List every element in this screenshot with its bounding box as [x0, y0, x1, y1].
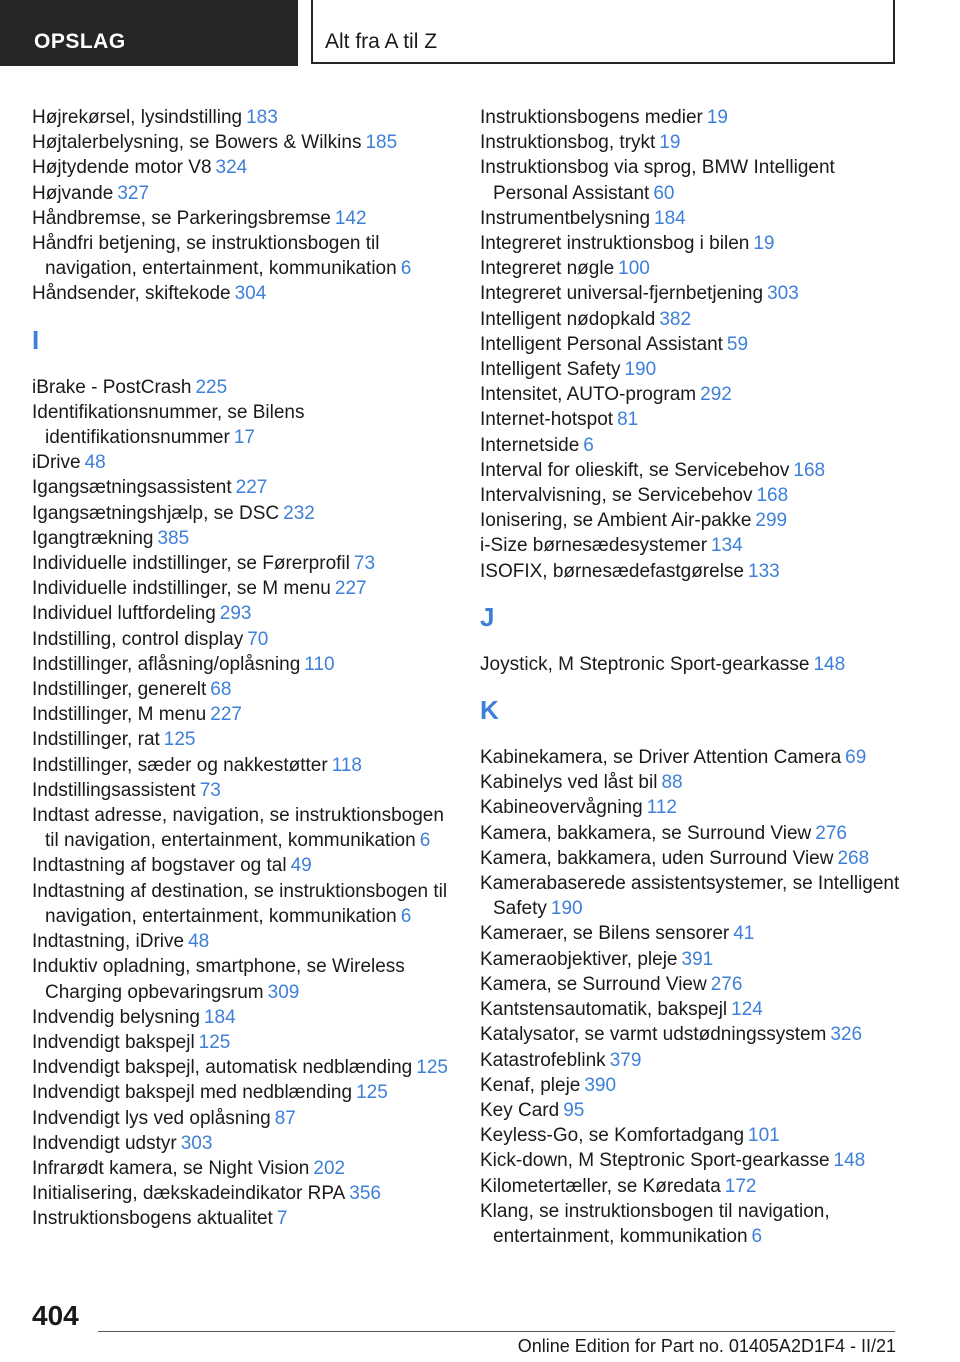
index-page-link[interactable]: 391 [681, 948, 714, 970]
index-entry-term: Igangsætningshjælp, se DSC [32, 502, 280, 524]
index-entry [480, 382, 905, 407]
index-entry [480, 745, 905, 770]
index-entry-term: Kabinelys ved låst bil [480, 772, 658, 794]
index-entry [32, 1030, 457, 1055]
index-entry [480, 795, 905, 820]
index-entry-term: Katastrofeblink [480, 1049, 606, 1071]
index-entry-term: Indvendig belysning [32, 1006, 200, 1028]
index-entry [32, 1181, 457, 1206]
index-entry [32, 475, 457, 500]
index-entry [480, 972, 905, 997]
index-page-link[interactable]: 6 [751, 1225, 763, 1247]
index-entry [480, 483, 905, 508]
index-entry [32, 1206, 457, 1231]
index-entry [480, 458, 905, 483]
index-page-link[interactable]: 19 [706, 107, 728, 128]
index-entry [480, 821, 905, 846]
index-page-link[interactable]: 95 [563, 1099, 585, 1121]
section-title: Alt fra A til Z [325, 30, 438, 53]
index-entry [32, 652, 457, 677]
index-entry-term: Indstillinger, rat [32, 729, 160, 751]
index-entry-term: Intervalvisning, se Servicebehov [480, 485, 753, 507]
index-page-link[interactable]: 19 [753, 233, 775, 255]
index-entry [480, 1174, 905, 1199]
index-page-link[interactable]: 142 [334, 207, 367, 229]
index-page-link[interactable]: 124 [731, 999, 763, 1021]
index-page-link[interactable]: 172 [724, 1175, 757, 1197]
index-entry [32, 105, 457, 130]
index-page-link[interactable]: 382 [659, 308, 692, 330]
index-entry-term: Kameraer, se Bilens sensorer [480, 923, 730, 945]
index-entry-term: Indtastning af bogstaver og tal [32, 855, 287, 877]
index-entry [32, 206, 457, 231]
index-entry-term: i-Size børnesædesystemer [480, 535, 708, 557]
index-entry [480, 332, 905, 357]
index-entry [32, 601, 457, 626]
index-page-link[interactable]: 110 [304, 653, 335, 675]
index-entry [480, 155, 905, 205]
index-entry-term: Indstillinger, sæder og nakkestøtter [32, 754, 328, 776]
index-entry-term: Key Card [480, 1099, 560, 1121]
index-entry [480, 433, 905, 458]
index-entry [32, 1106, 457, 1131]
index-entry-term: Intelligent nødopkald [480, 308, 656, 330]
index-page-link[interactable]: 379 [609, 1049, 642, 1071]
index-entry-term: Ionisering, se Ambient Air-pakke [480, 510, 752, 532]
index-entry-term: Indvendigt bakspejl [32, 1031, 195, 1053]
index-entry [32, 803, 457, 853]
index-page-link[interactable]: 6 [583, 434, 594, 456]
index-page-link[interactable]: 69 [845, 747, 867, 769]
index-page-link[interactable]: 190 [550, 898, 583, 920]
index-page-link[interactable]: 88 [661, 772, 683, 794]
index-page-link[interactable]: 184 [654, 207, 686, 229]
index-page-link[interactable]: 232 [283, 502, 315, 524]
index-entry-term: Instruktionsbogens aktualitet [32, 1208, 273, 1230]
index-page-link[interactable]: 87 [274, 1107, 296, 1129]
index-entry [480, 281, 905, 306]
index-page-link[interactable]: 125 [416, 1057, 448, 1079]
index-entry [32, 551, 457, 576]
index-entry-term: Højtydende motor V8 [32, 157, 212, 179]
index-entry-term: Kamera, bakkamera, uden Surround View [480, 847, 834, 869]
index-entry-term: iBrake - PostCrash [32, 376, 192, 398]
index-entry [32, 778, 457, 803]
index-entry-term: Indstilling, control display [32, 628, 244, 650]
index-entry [480, 871, 905, 921]
index-page-link[interactable]: 356 [349, 1183, 381, 1205]
section-title-box [311, 0, 895, 64]
index-letter-heading: I [32, 324, 40, 355]
index-entry [480, 1148, 905, 1173]
index-entry-term: Instruktionsbog via sprog, BMW Intelligent Personal Assistant [480, 157, 835, 204]
section-tab-label: OPSLAG [34, 30, 126, 53]
index-entry-term: Igangtrækning [32, 527, 154, 549]
index-entry-term: Indvendigt bakspejl, automatisk nedblænding [32, 1057, 413, 1079]
index-entry-term: Interval for olieskift, se Servicebehov [480, 459, 790, 481]
index-page-link[interactable]: 309 [267, 981, 300, 1003]
index-entry-term: Intelligent Safety [480, 359, 621, 381]
index-entry [480, 997, 905, 1022]
index-page-link[interactable]: 148 [813, 653, 846, 675]
index-entry-term: Kick-down, M Steptronic Sport-gearkasse [480, 1150, 830, 1172]
index-entry [32, 501, 457, 526]
index-entry [480, 1123, 905, 1148]
index-entry-term: Keyless-Go, se Komfortadgang [480, 1125, 745, 1147]
index-page-link[interactable]: 183 [246, 107, 278, 128]
index-page-link[interactable]: 227 [210, 704, 242, 726]
index-page-link[interactable]: 190 [624, 359, 657, 381]
index-entry-term: Kamerabaserede assistentsystemer, se Intelligent Safety [480, 873, 900, 920]
index-entry [480, 256, 905, 281]
index-page-link[interactable]: 49 [290, 855, 312, 877]
index-entry [32, 181, 457, 206]
index-entry-term: ISOFIX, børnesædefastgørelse [480, 560, 744, 582]
index-page-link[interactable]: 41 [733, 923, 755, 945]
index-page-link[interactable]: 125 [356, 1082, 388, 1104]
index-entry-term: Integreret universal-fjernbetjening [480, 283, 764, 305]
index-page-link[interactable]: 168 [793, 459, 826, 481]
index-entry [32, 526, 457, 551]
index-entry-term: Individuelle indstillinger, se Førerprofil [32, 553, 350, 575]
index-entry-term: Kabineovervågning [480, 797, 643, 819]
index-entry [32, 702, 457, 727]
index-page-link[interactable]: 17 [233, 427, 255, 449]
index-page-link[interactable]: 60 [653, 182, 675, 204]
index-entry [480, 1048, 905, 1073]
index-page-link[interactable]: 118 [331, 754, 362, 776]
index-page-link[interactable]: 292 [700, 384, 732, 406]
index-entry-term: Indtastning, iDrive [32, 931, 185, 953]
index-entry-term: Instrumentbelysning [480, 207, 651, 229]
index-entry [32, 155, 457, 180]
index-entry [32, 1005, 457, 1030]
edition-footer: Online Edition for Part no. 01405A2D1F4 - II/21 [517, 1336, 896, 1356]
index-page-link[interactable]: 303 [767, 283, 799, 305]
index-entry-term: Klang, se instruktionsbogen til navigation, entertainment, kommunikation [480, 1200, 830, 1247]
index-page-link[interactable]: 73 [199, 779, 221, 801]
index-entry-term: Håndsender, skiftekode [32, 283, 231, 305]
index-entry [32, 450, 457, 475]
index-entry [32, 753, 457, 778]
index-entry-term: Intelligent Personal Assistant [480, 333, 723, 355]
index-entry [480, 231, 905, 256]
index-entry-term: Kantstensautomatik, bakspejl [480, 999, 728, 1021]
index-page-link[interactable]: 48 [188, 931, 210, 953]
index-page-link[interactable]: 227 [235, 477, 268, 499]
index-page-link[interactable]: 48 [84, 452, 106, 474]
index-entry-term: Katalysator, se varmt udstødningssystem [480, 1024, 827, 1046]
index-page-link[interactable]: 73 [353, 553, 376, 575]
index-entry [480, 407, 905, 432]
page-number: 404 [32, 1300, 79, 1331]
index-page-link[interactable]: 125 [163, 729, 196, 751]
index-page-link[interactable]: 112 [646, 797, 677, 819]
index-entry [480, 559, 905, 584]
index-entry [480, 533, 905, 558]
index-entry [32, 929, 457, 954]
index-letter-heading: K [480, 695, 499, 726]
index-page-link[interactable]: 7 [276, 1208, 288, 1230]
index-entry [32, 1156, 457, 1181]
index-entry-term: Instruktionsbogens medier [480, 107, 703, 128]
index-page-link[interactable]: 19 [659, 132, 681, 154]
index-page-link[interactable]: 81 [617, 409, 639, 431]
index-entry [480, 307, 905, 332]
index-entry-term: Håndfri betjening, se instruktionsbogen til navigation, entertainment, kommunikation [32, 233, 397, 280]
index-page-link[interactable]: 276 [710, 973, 743, 995]
index-entry [32, 677, 457, 702]
index-entry [32, 879, 457, 929]
index-entry [480, 1098, 905, 1123]
index-page-link[interactable]: 185 [365, 132, 398, 154]
index-entry [480, 1073, 905, 1098]
index-entry [480, 947, 905, 972]
index-entry [480, 1199, 905, 1249]
index-page-link[interactable]: 133 [748, 560, 780, 582]
index-entry-term: Indstillinger, generelt [32, 679, 207, 701]
index-entry [32, 627, 457, 652]
index-entry-term: Infrarødt kamera, se Night Vision [32, 1157, 310, 1179]
index-page-link[interactable]: 6 [400, 258, 412, 280]
index-entry-term: Induktiv opladning, smartphone, se Wireless Charging opbevaringsrum [32, 956, 405, 1003]
index-page-link[interactable]: 184 [203, 1006, 236, 1028]
index-entry [32, 1055, 457, 1080]
index-entry-term: Igangsætningsassistent [32, 477, 232, 499]
index-entry-term: Internetside [480, 434, 580, 456]
index-entry-term: Identifikationsnummer, se Bilens identifikationsnummer [32, 401, 305, 449]
index-entry [480, 508, 905, 533]
index-page-link[interactable]: 125 [198, 1031, 231, 1053]
index-entry-term: Højtalerbelysning, se Bowers & Wilkins [32, 132, 362, 154]
index-entry-term: Højvande [32, 182, 114, 204]
index-page-link[interactable]: 134 [711, 535, 743, 557]
index-entry-term: Intensitet, AUTO-program [480, 384, 697, 406]
index-entry-term: Håndbremse, se Parkeringsbremse [32, 207, 331, 229]
index-page-link[interactable]: 100 [618, 258, 650, 280]
index-entry-term: Kamera, se Surround View [480, 973, 707, 995]
index-page-link[interactable]: 227 [334, 578, 367, 600]
index-entry-term: Indstillingsassistent [32, 779, 196, 801]
index-page-link[interactable]: 268 [837, 847, 870, 869]
index-entry-term: Internet-hotspot [480, 409, 614, 431]
index-page-link[interactable]: 326 [830, 1024, 863, 1046]
index-letter-heading: J [480, 601, 495, 632]
index-entry-term: Kameraobjektiver, pleje [480, 948, 678, 970]
index-entry [480, 652, 905, 677]
index-entry [32, 130, 457, 155]
index-entry-term: Individuelle indstillinger, se M menu [32, 578, 331, 600]
index-entry-term: Kabinekamera, se Driver Attention Camera [480, 747, 842, 769]
index-page-link[interactable]: 225 [195, 376, 228, 398]
index-page-link[interactable]: 303 [180, 1132, 213, 1154]
index-page-link[interactable]: 304 [234, 283, 267, 305]
index-entry-term: Kilometertæller, se Køredata [480, 1175, 721, 1197]
index-entry-term: Integreret instruktionsbog i bilen [480, 233, 750, 255]
index-page-link[interactable]: 59 [726, 333, 749, 355]
index-entry [480, 357, 905, 382]
index-entry-term: Initialisering, dækskadeindikator RPA [32, 1183, 346, 1205]
index-page-link[interactable]: 70 [247, 628, 269, 650]
section-tab [0, 0, 298, 66]
index-entry [480, 846, 905, 871]
index-entry-term: Individuel luftfordeling [32, 603, 216, 625]
index-entry-term: Kamera, bakkamera, se Surround View [480, 822, 812, 844]
index-page-link[interactable]: 202 [313, 1157, 346, 1179]
index-entry-term: Integreret nøgle [480, 258, 615, 280]
index-entry-term: Indvendigt bakspejl med nedblænding [32, 1082, 353, 1104]
index-entry-term: Kenaf, pleje [480, 1074, 581, 1096]
index-entry-term: iDrive [32, 452, 81, 474]
index-entry [32, 400, 457, 450]
index-entry [480, 206, 905, 231]
index-entry-term: Indtastning af destination, se instruktionsbogen til navigation, entertainment, kommunikation [32, 880, 448, 927]
index-page-link[interactable]: 6 [419, 830, 431, 852]
index-page-link[interactable]: 6 [400, 905, 412, 927]
index-entry [32, 1131, 457, 1156]
index-entry [32, 231, 457, 281]
index-entry-term: Joystick, M Steptronic Sport-gearkasse [480, 653, 810, 675]
index-page-link[interactable]: 327 [117, 182, 150, 204]
index-entry-term: Højrekørsel, lysindstilling [32, 107, 243, 128]
index-page-link[interactable]: 299 [755, 510, 788, 532]
index-entry [480, 105, 905, 130]
index-entry [32, 281, 457, 306]
page-header [0, 0, 960, 66]
index-page-link[interactable]: 148 [833, 1150, 866, 1172]
index-page-link[interactable]: 390 [584, 1074, 617, 1096]
index-entry [480, 921, 905, 946]
index-page-link[interactable]: 101 [748, 1125, 780, 1147]
index-entry [480, 1022, 905, 1047]
index-entry-term: Indstillinger, M menu [32, 704, 207, 726]
index-entry [32, 954, 457, 1004]
index-column-left [32, 105, 457, 1232]
index-entry-term: Indvendigt udstyr [32, 1132, 177, 1154]
index-page-link[interactable]: 68 [210, 679, 232, 701]
index-entry-term: Indvendigt lys ved oplåsning [32, 1107, 271, 1129]
index-page-link[interactable]: 385 [157, 527, 190, 549]
index-entry-term: Instruktionsbog, trykt [480, 132, 656, 154]
index-entry-term: Indstillinger, aflåsning/oplåsning [32, 653, 301, 675]
index-page-link[interactable]: 276 [815, 822, 847, 844]
index-entry [32, 1080, 457, 1105]
index-page-link[interactable]: 293 [219, 603, 252, 625]
index-entry [32, 375, 457, 400]
index-entry [480, 770, 905, 795]
index-column-right [480, 105, 905, 1249]
index-page-link[interactable]: 324 [215, 157, 248, 179]
index-entry [32, 576, 457, 601]
index-entry [480, 130, 905, 155]
index-page-link[interactable]: 168 [756, 485, 789, 507]
index-entry [32, 853, 457, 878]
footer-divider [98, 1331, 895, 1332]
index-entry [32, 727, 457, 752]
index-entry-term: Indtast adresse, navigation, se instruktionsbogen til navigation, entertainment, kommunikation [32, 805, 444, 852]
